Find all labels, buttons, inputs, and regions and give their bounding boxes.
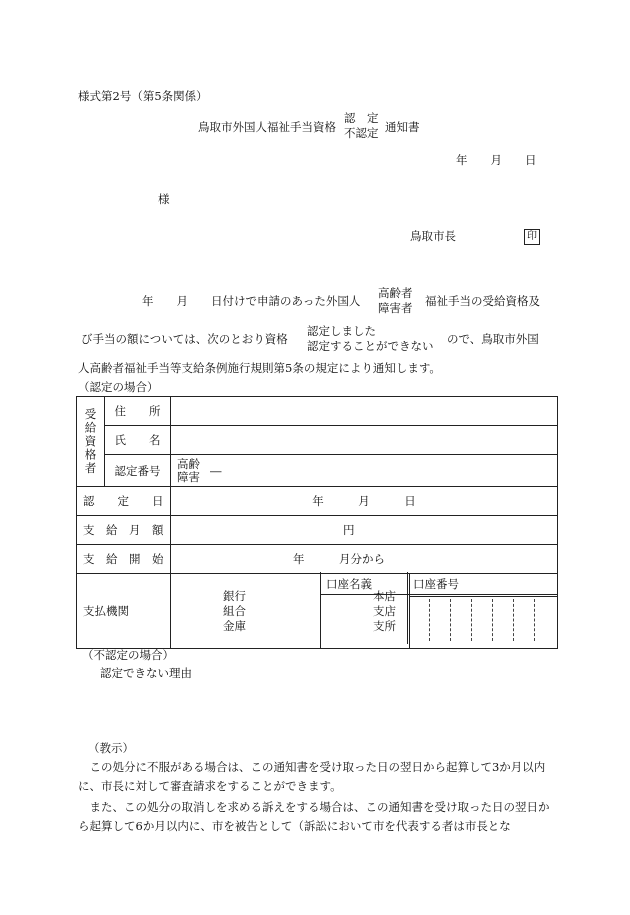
form-number: 様式第2号（第5条関係） <box>78 89 208 103</box>
body-line3: 人高齢者福祉手当等支給条例施行規則第5条の規定により通知します。 <box>78 361 441 375</box>
account-area <box>320 572 557 644</box>
recipient-suffix: 様 <box>158 192 170 206</box>
branch-branch: 支店 <box>373 603 396 618</box>
yen-unit: 円 <box>343 523 355 537</box>
cert-number-label: 認定番号 <box>105 455 171 487</box>
address-field[interactable] <box>171 397 558 426</box>
option-not-approved: 認定することができない <box>307 339 434 353</box>
bank-type-cell[interactable] <box>171 574 321 649</box>
cert-option-elderly: 高齢 <box>177 456 200 471</box>
payment-start-field[interactable]: 年 月分から <box>171 545 558 574</box>
bank-type-bank: 銀行 <box>223 588 246 603</box>
body-line1-options <box>378 286 413 316</box>
notice-heading: （教示） <box>88 741 134 755</box>
issue-date: 年 月 日 <box>456 153 537 167</box>
digit-box <box>450 599 451 641</box>
cert-dash: ― <box>210 463 222 478</box>
notice-paragraph-1: この処分に不服がある場合は、この通知書を受け取った日の翌日から起算して3か月以内に、市長に対して審査請求をすることができます。 <box>78 760 546 793</box>
body-line2-options <box>307 324 434 354</box>
issuer: 鳥取市長 <box>410 229 456 243</box>
monthly-amount-field[interactable] <box>171 516 558 545</box>
cert-number-field[interactable] <box>171 455 558 487</box>
approval-date-field[interactable]: 年 月 日 <box>171 487 558 516</box>
address-label: 住 所 <box>105 397 171 426</box>
branch-head-office: 本店 <box>373 588 396 603</box>
title-options <box>344 111 379 141</box>
body-line1-prefix: 年 月 日付けで申請のあった外国人 <box>142 294 361 308</box>
notice-paragraph-2: また、この処分の取消しを求める訴えをする場合は、この通知書を受け取った日の翌日から起算して6か月以内に、市を被告として（訴訟において市を代表する者は市長とな <box>78 800 550 833</box>
branch-office: 支所 <box>373 618 396 633</box>
document-title: 鳥取市外国人福祉手当資格 <box>198 120 336 134</box>
account-number-label: 口座番号 <box>413 577 459 591</box>
payment-institution-label: 支払機関 <box>77 574 171 649</box>
digit-box <box>429 599 430 641</box>
cert-option-disabled: 障害 <box>177 469 200 484</box>
name-label: 氏 名 <box>105 426 171 455</box>
digit-box <box>492 599 493 641</box>
digit-box <box>513 599 514 641</box>
title-option-reject: 不認定 <box>344 126 379 140</box>
bank-type-credit: 金庫 <box>223 618 246 633</box>
name-field[interactable] <box>171 426 558 455</box>
digit-box <box>471 599 472 641</box>
digit-box <box>534 599 535 641</box>
approval-date-label: 認 定 日 <box>77 487 171 516</box>
account-name-column <box>321 572 408 644</box>
body-line1-suffix: 福祉手当の受給資格及 <box>425 294 540 308</box>
recipient-group-label: 受給資格者 <box>77 397 105 487</box>
account-name-label: 口座名義 <box>326 577 372 591</box>
rejected-heading: （不認定の場合） <box>82 648 174 662</box>
bank-type-union: 組合 <box>223 603 246 618</box>
title-suffix: 通知書 <box>385 120 420 134</box>
option-elderly: 高齢者 <box>378 286 413 300</box>
approved-heading: （認定の場合） <box>78 380 159 394</box>
title-option-approve: 認 定 <box>344 111 379 125</box>
body-line2-prefix: び手当の額については、次のとおり資格 <box>81 332 288 346</box>
option-approved: 認定しました <box>307 324 376 338</box>
seal-mark: 印 <box>524 229 540 245</box>
rejection-reason-label: 認定できない理由 <box>100 666 192 680</box>
monthly-amount-label: 支 給 月 額 <box>77 516 171 545</box>
option-disabled: 障害者 <box>378 301 413 315</box>
body-line2-suffix: ので、鳥取市外国 <box>447 332 539 346</box>
payment-start-label: 支 給 開 始 <box>77 545 171 574</box>
account-number-column <box>407 572 557 644</box>
